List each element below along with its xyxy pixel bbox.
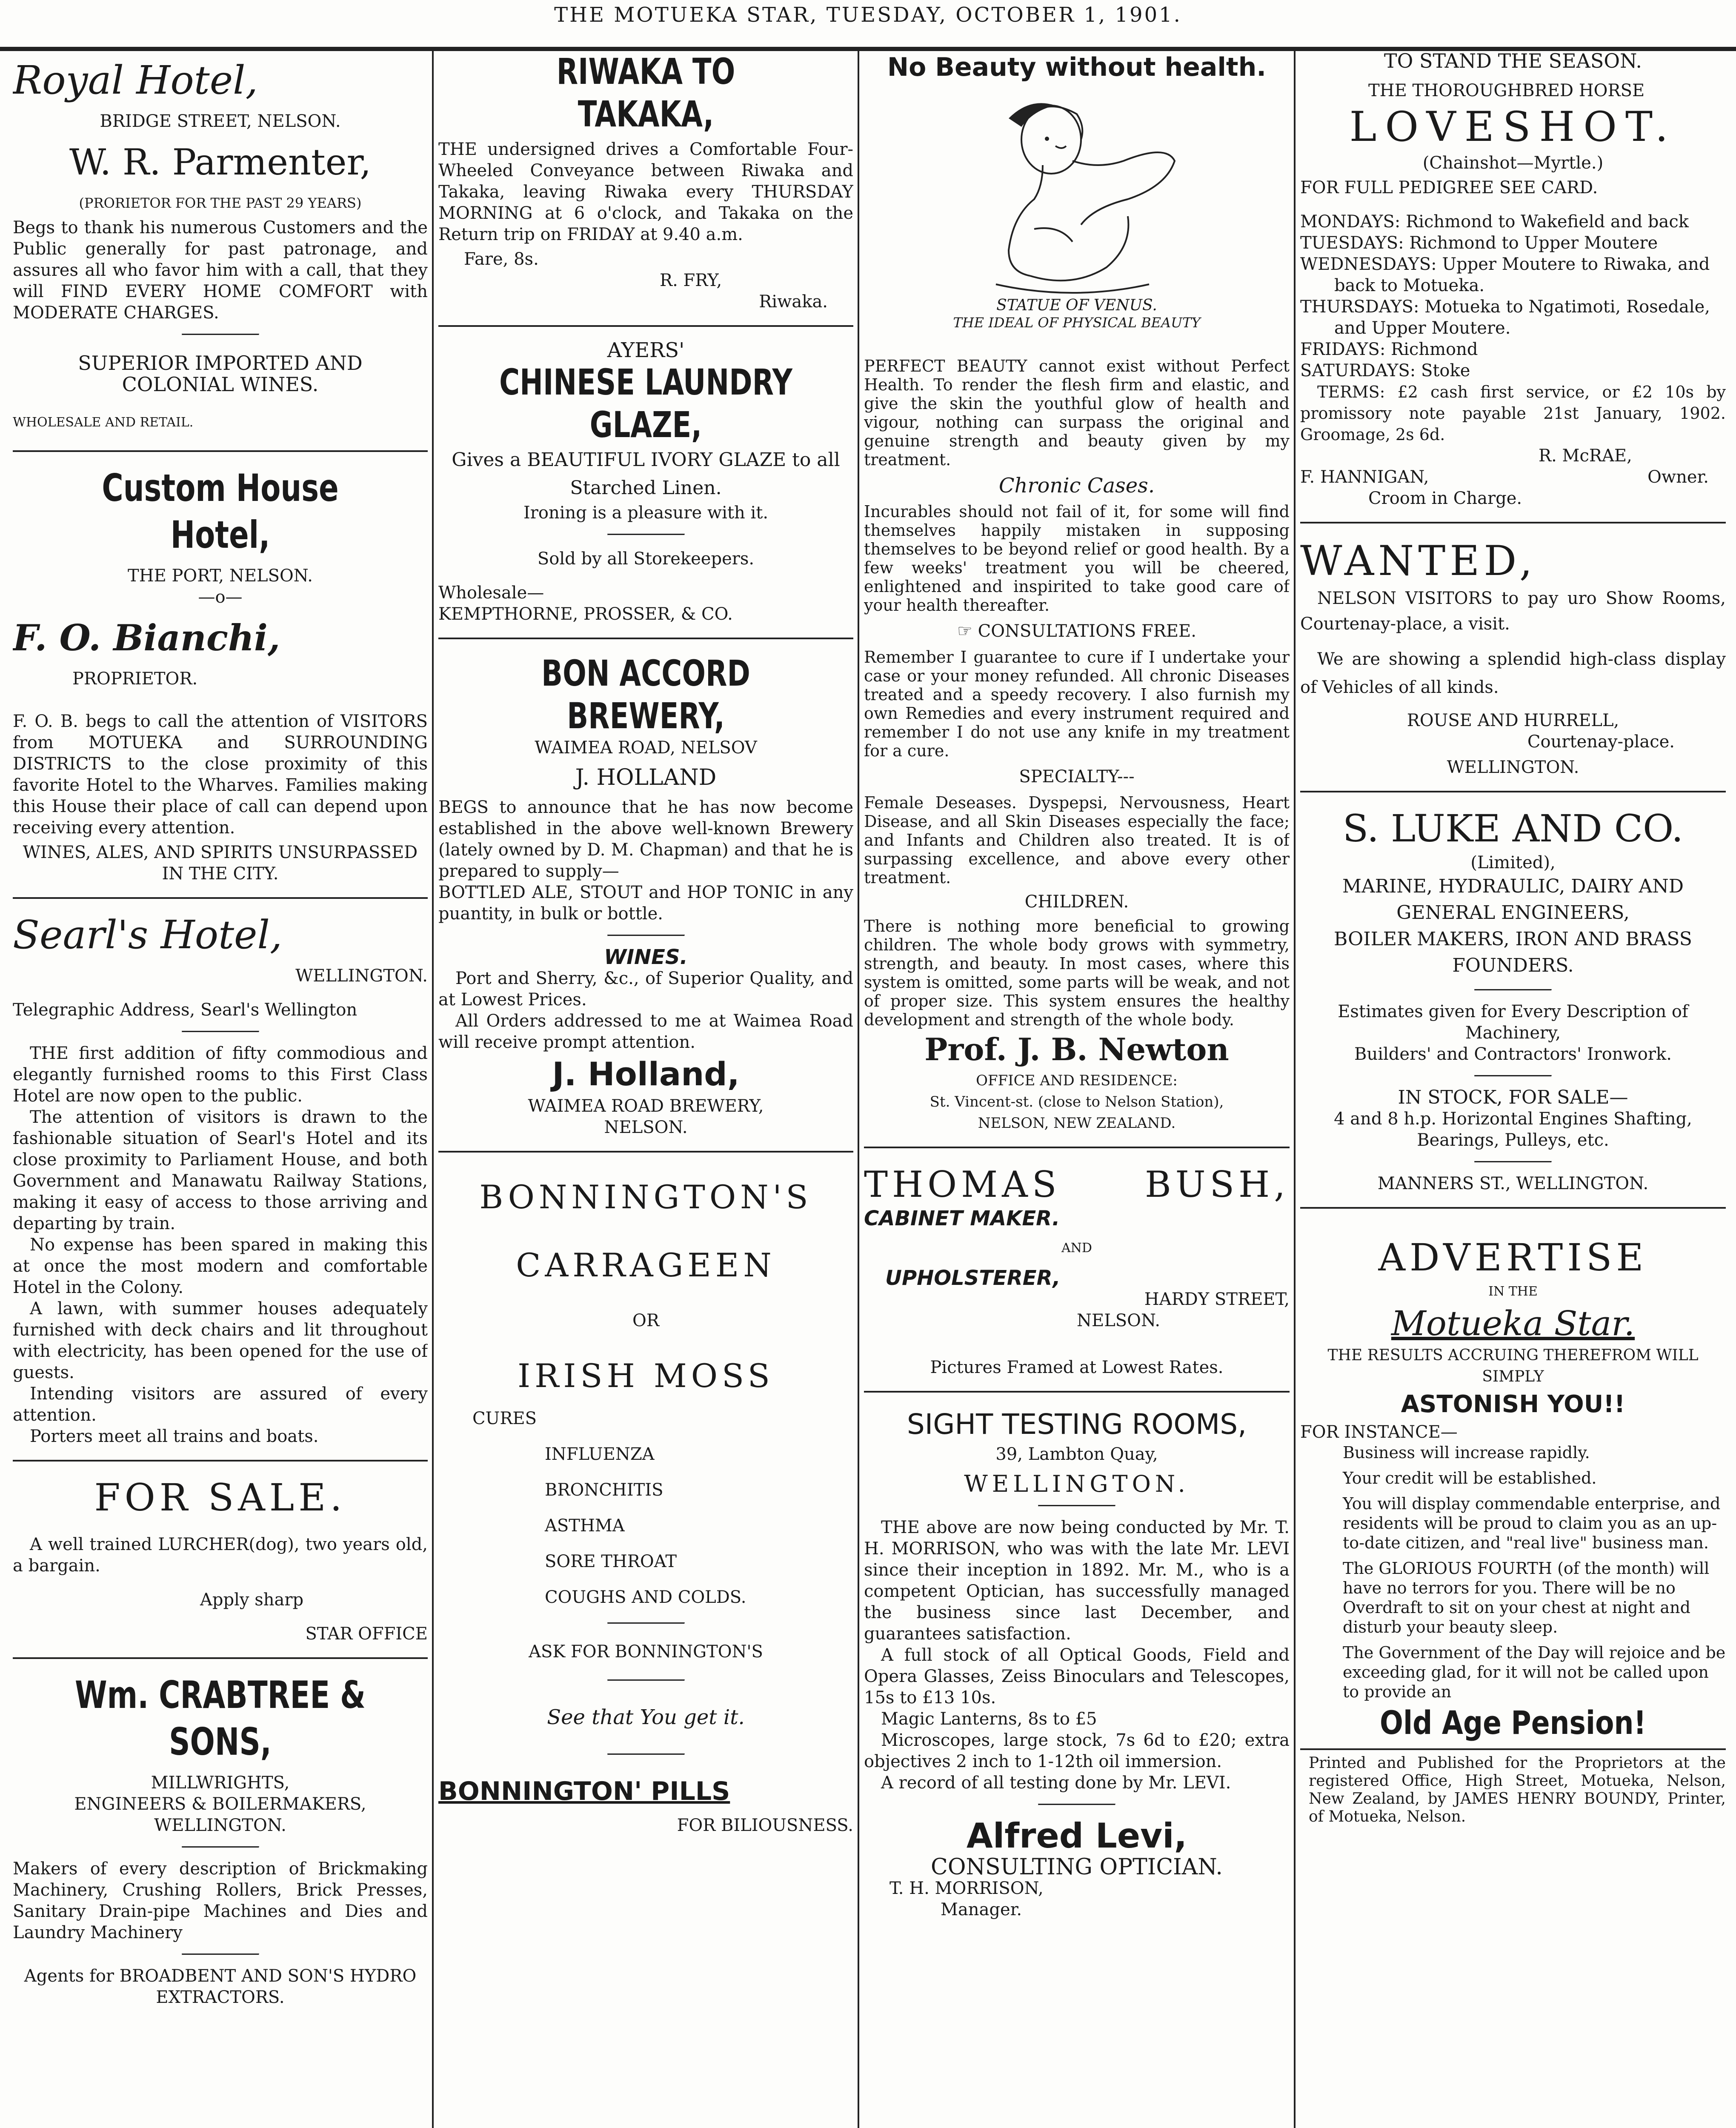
line-2: We are showing a splendid high-class display of Vehicles of all kinds. — [1300, 649, 1726, 697]
p3: Magic Lanterns, 8s to £5 — [881, 1709, 1097, 1729]
address: HARDY STREET, — [1144, 1290, 1290, 1309]
ad-title: ADVERTISE — [1378, 1236, 1648, 1279]
sub: THE THOROUGHBRED HORSE — [1368, 81, 1645, 100]
line-1: THE RESULTS ACCRUING THEREFROM WILL SIMPLY — [1327, 1347, 1699, 1385]
wholesale: WHOLESALE AND RETAIL. — [13, 415, 194, 430]
caption-1: STATUE OF VENUS. — [996, 297, 1157, 314]
groom-2: Croom in Charge. — [1368, 489, 1522, 508]
agents: Agents for BROADBENT AND SON'S HYDRO EXTRACTORS. — [24, 1966, 417, 2007]
column-4 — [1300, 50, 1726, 2128]
column-1 — [13, 50, 428, 2128]
body: F. O. B. begs to call the attention of VISITORS from MOTUEKA and SURROUNDING DISTRICTS to the close proximity of this favorite Hotel to the Wharves. Families making this House their place of call can depend upon receiving every attention. — [13, 712, 428, 838]
divider — [438, 325, 853, 327]
limited: (Limited), — [1470, 853, 1556, 872]
signature: R. FRY, — [660, 271, 722, 290]
divider — [438, 638, 853, 639]
ad-title: Custom House Hotel, — [102, 466, 339, 557]
address: THE PORT, NELSON. — [128, 566, 313, 586]
column-rule — [858, 50, 859, 2128]
bon-accord-ad — [438, 652, 853, 1138]
day-route: Motueka to Ngatimoti, Rosedale, and Upper Moutere. — [1334, 297, 1710, 338]
city: WELLINGTON. — [1447, 758, 1579, 777]
place: Riwaka. — [759, 292, 828, 312]
sub: (PRORIETOR FOR THE PAST 29 YEARS) — [79, 195, 362, 211]
paper-name: Motueka Star. — [1391, 1304, 1635, 1343]
day-label: FRIDAYS: — [1300, 340, 1386, 359]
caption-2: THE IDEAL OF PHYSICAL BEAUTY — [953, 315, 1201, 331]
divider — [1474, 989, 1552, 991]
line-1: Gives a BEAUTIFUL IVORY GLAZE to all Starched Linen. — [452, 449, 840, 499]
ad-title: FOR SALE. — [94, 1476, 346, 1519]
divider — [13, 897, 428, 899]
address-2: NELSON. — [1077, 1311, 1161, 1330]
signature-2: WAIMEA ROAD BREWERY, — [528, 1096, 764, 1116]
line-5: KEMPTHORNE, PROSSER, & CO. — [438, 604, 733, 624]
day-label: WEDNESDAYS: — [1300, 255, 1437, 274]
card: FOR FULL PEDIGREE SEE CARD. — [1300, 178, 1598, 197]
column-3 — [864, 50, 1290, 2128]
groom-row — [1300, 466, 1726, 488]
in-the: IN THE — [1488, 1284, 1538, 1299]
benefit: You will display commendable enterprise, and residents will be proud to claim you as an up-to-date citizen, and "real live" business man. — [1343, 1494, 1721, 1552]
divider — [438, 1151, 853, 1153]
line-1: MARINE, HYDRAULIC, DAIRY AND GENERAL ENGINEERS, — [1342, 875, 1684, 924]
day-row — [1300, 339, 1726, 360]
line-3: Estimates given for Every Description of Machinery, — [1338, 1002, 1688, 1043]
line-3: OR — [632, 1311, 659, 1330]
signature: J. Holland, — [552, 1055, 740, 1093]
terms: TERMS: £2 cash first service, or £2 10s by promissory note payable 21st January, 1902. Groomage, 2s 6d. — [1300, 383, 1726, 444]
manager-2: Manager. — [941, 1900, 1022, 1919]
owner-2: Owner. — [1647, 467, 1709, 487]
day-label: SATURDAYS: — [1300, 361, 1416, 380]
divider — [1300, 1207, 1726, 1209]
ad-title: WANTED, — [1300, 537, 1537, 585]
benefit: The Government of the Day will rejoice and be exceeding glad, for it will not be called upon to provide an — [1343, 1643, 1726, 1701]
line-3: WELLINGTON. — [154, 1816, 286, 1835]
line-2: BOILER MAKERS, IRON AND BRASS FOUNDERS. — [1334, 928, 1692, 976]
chronic-heading: Chronic Cases. — [998, 474, 1155, 498]
manager: T. H. MORRISON, — [889, 1879, 1044, 1898]
line-2: UPHOLSTERER, — [885, 1266, 1061, 1290]
stock: IN STOCK, FOR SALE— — [1398, 1087, 1628, 1108]
custom-house-hotel-ad — [13, 465, 428, 884]
office: OFFICE AND RESIDENCE: — [976, 1072, 1178, 1089]
p5: Intending visitors are assured of every attention. — [13, 1384, 428, 1425]
consultations-label: CONSULTATIONS FREE. — [978, 621, 1196, 641]
divider — [607, 1679, 685, 1681]
day-row — [1300, 232, 1726, 254]
ad-title: Searl's Hotel, — [13, 912, 283, 958]
p2: Incurables should not fail of it, for some will find themselves happily mistaken in supposing themselves to be beyond relief or good health. By a few weeks' treatment you will be cheered, enlightened and inspirited to take good care of your health thereafter. — [864, 502, 1290, 615]
cure-item: COUGHS AND COLDS. — [545, 1587, 746, 1607]
divider — [1038, 1804, 1115, 1805]
line-4: Wholesale— — [438, 583, 544, 603]
divider — [1474, 1161, 1552, 1163]
imprint: Printed and Published for the Proprietors at the registered Office, High Street, Motueka, Nelson, New Zealand, by JAMES HENRY BOUNDY, Printer, of Motueka, Nelson. — [1309, 1754, 1726, 1825]
wines: SUPERIOR IMPORTED AND COLONIAL WINES. — [78, 352, 363, 396]
body: Begs to thank his numerous Customers and the Public generally for past patronage, and assures all who favor him with a call, that they will FIND EVERY HOME COMFORT with MODERATE CHARGES. — [13, 218, 428, 323]
p1: PERFECT BEAUTY cannot exist without Perfect Health. To render the flesh firm and elastic, and give the skin the youthful glow of health and vigour, nothing can surpass the original and genuine strength and beauty given by my treatment. — [864, 357, 1290, 469]
day-route: Richmond to Upper Moutere — [1409, 233, 1658, 253]
apply: Apply sharp — [200, 1590, 304, 1610]
ad-title: CHINESE LAUNDRY GLAZE, — [499, 361, 792, 446]
p3: Remember I guarantee to cure if I undertake your case or your money refunded. All chronic Diseases treated and a speedy recovery. I also furnish my own Remedies and every instrument required and remember I do not use any knife in my treatment for a cure. — [864, 648, 1290, 760]
day-route: Stoke — [1421, 361, 1470, 380]
cure-item: SORE THROAT — [545, 1552, 677, 1571]
ad-title: No Beauty without health. — [887, 52, 1267, 82]
divider — [864, 1391, 1290, 1393]
line-5: 4 and 8 h.p. Horizontal Engines Shafting, Bearings, Pulleys, etc. — [1334, 1109, 1692, 1150]
day-row — [1300, 254, 1726, 296]
line-2: ENGINEERS & BOILERMAKERS, — [74, 1794, 366, 1814]
city: WELLINGTON. — [295, 966, 428, 986]
line-2: CARRAGEEN — [516, 1246, 776, 1284]
line-1: CABINET MAKER. — [864, 1207, 1060, 1230]
day-route: Richmond to Wakefield and back — [1406, 212, 1689, 232]
sight-testing-ad — [864, 1405, 1290, 1920]
address: St. Vincent-st. (close to Nelson Station), — [929, 1093, 1224, 1110]
p2: The attention of visitors is drawn to the fashionable situation of Searl's Hotel and its close proximity to Parliament House, and both Government and Manawatu Railway Stations, making it easy of access to those arriving and departing by train. — [13, 1107, 428, 1233]
ad-title: LOVESHOT. — [1349, 103, 1677, 151]
divider — [182, 1846, 259, 1848]
p1: THE first addition of fifty commodious and elegantly furnished rooms to this First Class Hotel are now open to the public. — [13, 1044, 428, 1106]
frames: Pictures Framed at Lowest Rates. — [930, 1358, 1224, 1377]
p3: No expense has been spared in making this at once the most modern and comfortable Hotel in the Colony. — [13, 1235, 428, 1297]
role: PROPRIETOR. — [72, 669, 198, 689]
pills-for: FOR BILIOUSNESS. — [677, 1816, 853, 1835]
divider — [607, 1753, 685, 1755]
body: THE undersigned drives a Comfortable Four-Wheeled Conveyance between Riwaka and Takaka, leaving Riwaka every THURSDAY MORNING at 6 o'clock, and Takaka on the Return trip on FRIDAY at 9.40 a.m. — [438, 140, 853, 244]
fare: Fare, 8s. — [464, 249, 539, 269]
footer: WINES, ALES, AND SPIRITS UNSURPASSED IN THE CITY. — [23, 843, 418, 884]
divider — [607, 935, 685, 936]
wines-1: Port and Sherry, &c., of Superior Quality, and at Lowest Prices. — [438, 969, 853, 1010]
divider — [13, 1657, 428, 1659]
wines-heading: WINES. — [604, 945, 688, 969]
owner: R. McRAE, — [1539, 446, 1632, 466]
day-row — [1300, 296, 1726, 339]
divider — [182, 1954, 259, 1955]
column-2 — [438, 50, 853, 2128]
city: WELLINGTON. — [964, 1470, 1190, 1497]
line-2: Ironing is a pleasure with it. — [523, 503, 769, 523]
specialty-heading: SPECIALTY--- — [1019, 767, 1135, 787]
proprietor-name: W. R. Parmenter, — [69, 141, 372, 183]
doctor-name: Prof. J. B. Newton — [924, 1031, 1229, 1067]
firm: ROUSE AND HURRELL, — [1407, 711, 1619, 730]
ad-title: SIGHT TESTING ROOMS, — [907, 1408, 1247, 1441]
crabtree-ad — [13, 1672, 428, 2008]
p5: A record of all testing done by Mr. LEVI. — [881, 1773, 1231, 1793]
groom: F. HANNIGAN, — [1300, 467, 1429, 487]
royal-hotel-ad — [13, 57, 428, 433]
divider — [864, 1147, 1290, 1148]
ad-title: THOMAS BUSH, — [864, 1164, 1290, 1205]
office: STAR OFFICE — [305, 1624, 428, 1644]
see: See that You get it. — [547, 1705, 745, 1729]
address: Courtenay-place. — [1527, 732, 1675, 752]
cure-list — [438, 1444, 853, 1608]
ad-pre: TO STAND THE SEASON. — [1384, 50, 1642, 72]
advertise-ad — [1300, 1234, 1726, 1826]
divider — [607, 534, 685, 535]
day-label: THURSDAYS: — [1300, 297, 1419, 317]
signature-3: NELSON. — [604, 1118, 688, 1137]
astonish: ASTONISH YOU!! — [1401, 1390, 1625, 1418]
divider — [1300, 1748, 1726, 1750]
beauty-ad — [864, 50, 1290, 1134]
bonnington-ad — [438, 1174, 853, 1836]
benefit: Your credit will be established. — [1343, 1469, 1597, 1487]
pointing-hand-icon: ☞ — [957, 621, 978, 641]
day-route: Richmond — [1391, 340, 1478, 359]
address: WAIMEA ROAD, NELSOV — [535, 738, 757, 758]
p2: A full stock of all Optical Goods, Field and Opera Glasses, Zeiss Binoculars and Telescopes, 15s to £13 10s. — [864, 1645, 1290, 1708]
divider — [1038, 1505, 1115, 1507]
separator: —o— — [198, 587, 243, 607]
line-3: Sold by all Storekeepers. — [537, 549, 755, 569]
ad-title: Wm. CRABTREE & SONS, — [74, 1673, 366, 1764]
divider — [1300, 522, 1726, 523]
body-2: BOTTLED ALE, STOUT and HOP TONIC in any puantity, in bulk or bottle. — [438, 883, 853, 924]
body: BEGS to announce that he has now become established in the above well-known Brewery (lately owned by D. M. Chapman) and that he is prepared to supply— — [438, 798, 853, 881]
address: 39, Lambton Quay, — [995, 1444, 1158, 1464]
ad-title: Royal Hotel, — [13, 57, 258, 103]
luke-ad — [1300, 805, 1726, 1194]
divider — [182, 334, 259, 335]
body: Makers of every description of Brickmaking Machinery, Crushing Rollers, Brick Presses, Sanitary Drain-pipe Machines and Dies and Laundry Machinery — [13, 1859, 428, 1942]
pills: BONNINGTON' PILLS — [438, 1776, 730, 1806]
ad-pre: AYERS' — [607, 338, 685, 362]
p4: Female Deseases. Dyspepsi, Nervousness, Heart Disease, and all Skin Diseases especially the face; and Infants and Children also treated. It is of surpassing excellence, and above every other treatment. — [864, 793, 1290, 887]
children-heading: CHILDREN. — [1024, 892, 1129, 912]
pension: Old Age Pension! — [1380, 1704, 1646, 1742]
body: A well trained LURCHER(dog), two years old, a bargain. — [13, 1535, 428, 1576]
benefit: Business will increase rapidly. — [1343, 1443, 1590, 1462]
p6: Porters meet all trains and boats. — [30, 1427, 319, 1446]
divider — [1474, 1075, 1552, 1077]
line-1: NELSON VISITORS to pay uro Show Rooms, Courtenay-place, a visit. — [1300, 589, 1726, 634]
address: BRIDGE STREET, NELSON. — [100, 112, 341, 131]
optician-name: Alfred Levi, — [966, 1816, 1187, 1856]
riwaka-takaka-ad — [438, 50, 853, 312]
divider — [182, 1031, 259, 1033]
line-4: Builders' and Contractors' Ironwork. — [1354, 1044, 1672, 1064]
column-rule — [1294, 50, 1296, 2128]
line-4: IRISH MOSS — [518, 1357, 774, 1395]
ad-title: BON ACCORD BREWERY, — [541, 652, 750, 737]
consultations — [864, 621, 1290, 642]
divider — [13, 450, 428, 452]
name: J. HOLLAND — [575, 765, 717, 790]
for-instance: FOR INSTANCE— — [1300, 1422, 1458, 1442]
day-label: TUESDAYS: — [1300, 233, 1404, 253]
divider — [1300, 791, 1726, 792]
cure-item: BRONCHITIS — [545, 1480, 664, 1500]
ayers-glaze-ad — [438, 340, 853, 625]
thomas-bush-ad — [864, 1161, 1290, 1378]
for-sale-ad — [13, 1474, 428, 1645]
p4: Microscopes, large stock, 7s 6d to £20; extra objectives 2 inch to 1-12th oil immersion. — [864, 1730, 1290, 1771]
telegraph: Telegraphic Address, Searl's Wellington — [13, 1000, 357, 1020]
cures: CURES — [472, 1409, 537, 1428]
proprietor-name: F. O. Bianchi, — [13, 617, 280, 659]
wanted-ad — [1300, 536, 1726, 778]
p5: There is nothing more beneficial to growing children. The whole body grows with symmetry, strength, and beauty. In most cases, where this system is omitted, some parts will be weak, and not of proper size. This system ensures the healthy development and strength of the whole body. — [864, 917, 1290, 1029]
and: AND — [1061, 1241, 1092, 1256]
address-2: NELSON, NEW ZEALAND. — [978, 1115, 1176, 1132]
benefit: The GLORIOUS FOURTH (of the month) will have no terrors for you. There will be no Overdraft to sit on your chest at night and disturb your beauty sleep. — [1343, 1559, 1710, 1636]
cure-item: INFLUENZA — [545, 1444, 655, 1464]
line-1: MILLWRIGHTS, — [151, 1773, 290, 1793]
role: CONSULTING OPTICIAN. — [931, 1854, 1223, 1880]
loveshot-ad — [1300, 50, 1726, 509]
divider — [13, 1460, 428, 1462]
day-label: MONDAYS: — [1300, 212, 1401, 232]
masthead: THE MOTUEKA STAR, TUESDAY, OCTOBER 1, 1901. — [0, 0, 1736, 51]
line-1: BONNINGTON'S — [479, 1178, 812, 1216]
ask: ASK FOR BONNINGTON'S — [529, 1642, 763, 1662]
day-row — [1300, 211, 1726, 232]
p4: A lawn, with summer houses adequately furnished with deck chairs and lit throughout with electricity, has been opened for the use of guests. — [13, 1299, 428, 1382]
cure-item: ASTHMA — [545, 1516, 625, 1536]
ad-title: S. LUKE AND CO. — [1342, 807, 1684, 850]
pedigree: (Chainshot—Myrtle.) — [1422, 153, 1604, 173]
p1: THE above are now being conducted by Mr. T. H. MORRISON, who was with the late Mr. LEVI since their inception in 1892. Mr. M., who is a competent Optician, has successfully managed the business since last December, and guarantees satisfaction. — [864, 1518, 1290, 1644]
day-route: Upper Moutere to Riwaka, and back to Motueka. — [1334, 255, 1710, 295]
wines-2: All Orders addressed to me at Waimea Road will receive prompt attention. — [438, 1011, 853, 1052]
day-row — [1300, 360, 1726, 381]
searls-hotel-ad — [13, 912, 428, 1447]
ad-title: RIWAKA TO TAKAKA, — [556, 51, 735, 135]
column-rule — [432, 50, 434, 2128]
address: MANNERS ST., WELLINGTON. — [1377, 1174, 1649, 1193]
divider — [607, 1622, 685, 1624]
